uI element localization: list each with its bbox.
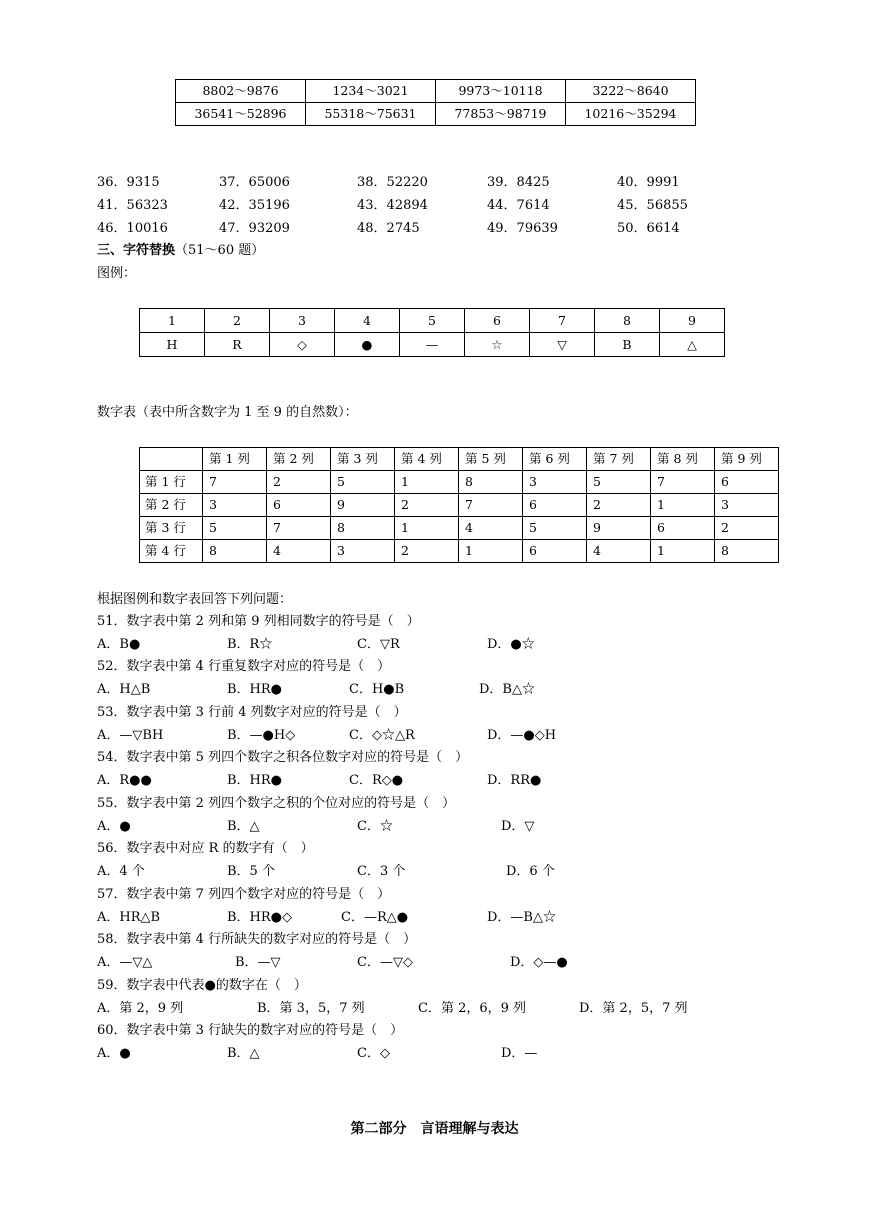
option-c[interactable]: C．—R△● bbox=[341, 910, 409, 925]
legend-symbol: B bbox=[595, 333, 660, 357]
table-row bbox=[140, 494, 779, 517]
number-item: 45．56855 bbox=[617, 198, 688, 213]
legend-symbol: ▽ bbox=[530, 333, 595, 357]
table-row bbox=[140, 540, 779, 563]
option-d[interactable]: D．◇—● bbox=[510, 955, 568, 970]
table-cell: 5 bbox=[587, 471, 651, 494]
option-c[interactable]: C．◇☆△R bbox=[349, 728, 415, 743]
table-cell: 1234～3021 bbox=[306, 80, 436, 103]
table-cell: 2 bbox=[715, 517, 779, 540]
number-item: 47．93209 bbox=[219, 221, 290, 236]
table-cell: 7 bbox=[267, 517, 331, 540]
table-cell: 7 bbox=[203, 471, 267, 494]
question-53: 53．数字表中第 3 行前 4 列数字对应的符号是（ ） bbox=[97, 705, 407, 720]
question-60: 60．数字表中第 3 行缺失的数字对应的符号是（ ） bbox=[97, 1023, 404, 1038]
table-cell: 2 bbox=[395, 494, 459, 517]
legend-digit-row bbox=[140, 309, 725, 333]
table-cell: 4 bbox=[459, 517, 523, 540]
option-c[interactable]: C．—▽◇ bbox=[357, 955, 413, 970]
option-a[interactable]: A．● bbox=[97, 1046, 131, 1061]
legend-symbol: R bbox=[205, 333, 270, 357]
column-header: 第 7 列 bbox=[587, 448, 651, 471]
number-item: 44．7614 bbox=[487, 198, 550, 213]
table-cell: 6 bbox=[715, 471, 779, 494]
table-cell: 7 bbox=[459, 494, 523, 517]
legend-digit: 2 bbox=[205, 309, 270, 333]
legend-symbol: ☆ bbox=[465, 333, 530, 357]
table-cell: 1 bbox=[651, 494, 715, 517]
option-b[interactable]: B．HR● bbox=[227, 773, 283, 788]
table-cell: 8 bbox=[331, 517, 395, 540]
legend-digit: 9 bbox=[660, 309, 725, 333]
table-cell: 9 bbox=[331, 494, 395, 517]
legend-digit: 3 bbox=[270, 309, 335, 333]
section-heading bbox=[97, 241, 264, 261]
legend-symbol: △ bbox=[660, 333, 725, 357]
table-cell: 5 bbox=[523, 517, 587, 540]
table-cell: 8 bbox=[715, 540, 779, 563]
legend-digit: 7 bbox=[530, 309, 595, 333]
option-c[interactable]: C．3 个 bbox=[357, 864, 406, 879]
section-title: 三、字符替换 bbox=[97, 243, 176, 258]
option-b[interactable]: B．△ bbox=[227, 819, 260, 834]
row-header: 第 1 行 bbox=[140, 471, 203, 494]
question-55: 55．数字表中第 2 列四个数字之积的个位对应的符号是（ ） bbox=[97, 796, 456, 811]
column-header: 第 4 列 bbox=[395, 448, 459, 471]
table-cell: 1 bbox=[395, 471, 459, 494]
legend-digit: 8 bbox=[595, 309, 660, 333]
table-cell: 2 bbox=[267, 471, 331, 494]
option-a[interactable]: A．第 2，9 列 bbox=[97, 1001, 184, 1016]
number-item: 50．6614 bbox=[617, 221, 680, 236]
option-b[interactable]: B．第 3，5，7 列 bbox=[257, 1001, 365, 1016]
legend-table bbox=[139, 308, 725, 357]
option-a[interactable]: A．—▽BH bbox=[97, 728, 164, 743]
table-cell: 8 bbox=[459, 471, 523, 494]
table-cell: 4 bbox=[587, 540, 651, 563]
table-cell: 3 bbox=[203, 494, 267, 517]
table-corner-cell bbox=[140, 448, 203, 471]
table-cell: 1 bbox=[459, 540, 523, 563]
row-header: 第 2 行 bbox=[140, 494, 203, 517]
table-row bbox=[176, 80, 696, 103]
question-56: 56．数字表中对应 R 的数字有（ ） bbox=[97, 841, 314, 856]
legend-digit: 4 bbox=[335, 309, 400, 333]
legend-symbol: H bbox=[140, 333, 205, 357]
option-c[interactable]: C．▽R bbox=[357, 637, 400, 652]
row-header: 第 3 行 bbox=[140, 517, 203, 540]
option-d[interactable]: D．—●◇H bbox=[487, 728, 557, 743]
question-58: 58．数字表中第 4 行所缺失的数字对应的符号是（ ） bbox=[97, 932, 417, 947]
number-item: 41．56323 bbox=[97, 198, 168, 213]
table-cell: 1 bbox=[651, 540, 715, 563]
number-item: 38．52220 bbox=[357, 175, 428, 190]
option-d[interactable]: D．6 个 bbox=[506, 864, 555, 879]
option-c[interactable]: C．R◇● bbox=[349, 773, 404, 788]
table-header-row bbox=[140, 448, 779, 471]
instruction: 根据图例和数字表回答下列问题： bbox=[97, 592, 293, 607]
table-cell: 8802～9876 bbox=[176, 80, 306, 103]
option-a[interactable]: A．4 个 bbox=[97, 864, 145, 879]
question-59: 59．数字表中代表●的数字在（ ） bbox=[97, 978, 307, 993]
table-cell: 9973～10118 bbox=[436, 80, 566, 103]
option-a[interactable]: A．—▽△ bbox=[97, 955, 153, 970]
table-cell: 4 bbox=[267, 540, 331, 563]
table-cell: 8 bbox=[203, 540, 267, 563]
table-cell: 7 bbox=[651, 471, 715, 494]
table-cell: 2 bbox=[395, 540, 459, 563]
table-cell: 3 bbox=[523, 471, 587, 494]
option-d[interactable]: D．第 2，5，7 列 bbox=[579, 1001, 688, 1016]
option-d[interactable]: D．●☆ bbox=[487, 637, 535, 652]
option-c[interactable]: C．H●B bbox=[349, 682, 405, 697]
column-header: 第 2 列 bbox=[267, 448, 331, 471]
table-cell: 2 bbox=[587, 494, 651, 517]
table-cell: 9 bbox=[587, 517, 651, 540]
number-item: 49．79639 bbox=[487, 221, 558, 236]
column-header: 第 9 列 bbox=[715, 448, 779, 471]
option-b[interactable]: B．HR● bbox=[227, 682, 283, 697]
number-item: 46．10016 bbox=[97, 221, 168, 236]
part-title: 第二部分 言语理解与表达 bbox=[350, 1121, 519, 1137]
legend-digit: 5 bbox=[400, 309, 465, 333]
table-cell: 10216～35294 bbox=[566, 103, 696, 126]
option-c[interactable]: C．◇ bbox=[357, 1046, 390, 1061]
option-d[interactable]: D．▽ bbox=[501, 819, 535, 834]
table-row bbox=[140, 517, 779, 540]
option-d[interactable]: D．—B△☆ bbox=[487, 910, 556, 925]
option-a[interactable]: A．R●● bbox=[97, 773, 152, 788]
legend-symbol: ● bbox=[335, 333, 400, 357]
legend-symbol: ◇ bbox=[270, 333, 335, 357]
option-a[interactable]: A．B● bbox=[97, 637, 141, 652]
column-header: 第 1 列 bbox=[203, 448, 267, 471]
column-header: 第 8 列 bbox=[651, 448, 715, 471]
number-table bbox=[139, 447, 779, 563]
question-57: 57．数字表中第 7 列四个数字对应的符号是（ ） bbox=[97, 887, 391, 902]
option-b[interactable]: B．R☆ bbox=[227, 637, 273, 652]
table-cell: 6 bbox=[523, 494, 587, 517]
table-row bbox=[176, 103, 696, 126]
option-d[interactable]: D．— bbox=[501, 1046, 538, 1061]
table-row bbox=[140, 471, 779, 494]
option-b[interactable]: B．5 个 bbox=[227, 864, 275, 879]
legend-digit: 1 bbox=[140, 309, 205, 333]
column-header: 第 3 列 bbox=[331, 448, 395, 471]
question-54: 54．数字表中第 5 列四个数字之积各位数字对应的符号是（ ） bbox=[97, 750, 469, 765]
option-a[interactable]: A．● bbox=[97, 819, 131, 834]
option-a[interactable]: A．HR△B bbox=[97, 910, 161, 925]
option-b[interactable]: B．HR●◇ bbox=[227, 910, 293, 925]
number-table-label: 数字表（表中所含数字为 1 至 9 的自然数）： bbox=[97, 405, 358, 420]
legend-symbol: — bbox=[400, 333, 465, 357]
section-range: （51～60 题） bbox=[175, 243, 265, 258]
option-c[interactable]: C．☆ bbox=[357, 819, 393, 834]
number-item: 48．2745 bbox=[357, 221, 420, 236]
table-cell: 36541～52896 bbox=[176, 103, 306, 126]
question-51: 51．数字表中第 2 列和第 9 列相同数字的符号是（ ） bbox=[97, 614, 420, 629]
number-item: 42．35196 bbox=[219, 198, 290, 213]
table-cell: 77853～98719 bbox=[436, 103, 566, 126]
legend-digit: 6 bbox=[465, 309, 530, 333]
question-52: 52．数字表中第 4 行重复数字对应的符号是（ ） bbox=[97, 659, 391, 674]
table-cell: 6 bbox=[651, 517, 715, 540]
option-d[interactable]: D．B△☆ bbox=[479, 682, 535, 697]
number-item: 43．42894 bbox=[357, 198, 428, 213]
option-d[interactable]: D．RR● bbox=[487, 773, 542, 788]
number-item: 37．65006 bbox=[219, 175, 290, 190]
option-a[interactable]: A．H△B bbox=[97, 682, 151, 697]
column-header: 第 5 列 bbox=[459, 448, 523, 471]
option-b[interactable]: B．—▽ bbox=[235, 955, 281, 970]
column-header: 第 6 列 bbox=[523, 448, 587, 471]
number-item: 36．9315 bbox=[97, 175, 160, 190]
legend-symbol-row bbox=[140, 333, 725, 357]
table-cell: 1 bbox=[395, 517, 459, 540]
option-c[interactable]: C．第 2，6，9 列 bbox=[418, 1001, 527, 1016]
number-item: 40．9991 bbox=[617, 175, 680, 190]
table-cell: 5 bbox=[203, 517, 267, 540]
table-cell: 55318～75631 bbox=[306, 103, 436, 126]
legend-label: 图例： bbox=[97, 266, 137, 281]
table-cell: 3 bbox=[715, 494, 779, 517]
number-item: 39．8425 bbox=[487, 175, 550, 190]
row-header: 第 4 行 bbox=[140, 540, 203, 563]
table-cell: 6 bbox=[267, 494, 331, 517]
range-table bbox=[175, 79, 696, 126]
table-cell: 5 bbox=[331, 471, 395, 494]
option-b[interactable]: B．—●H◇ bbox=[227, 728, 296, 743]
table-cell: 6 bbox=[523, 540, 587, 563]
option-b[interactable]: B．△ bbox=[227, 1046, 260, 1061]
table-cell: 3222～8640 bbox=[566, 80, 696, 103]
table-cell: 3 bbox=[331, 540, 395, 563]
